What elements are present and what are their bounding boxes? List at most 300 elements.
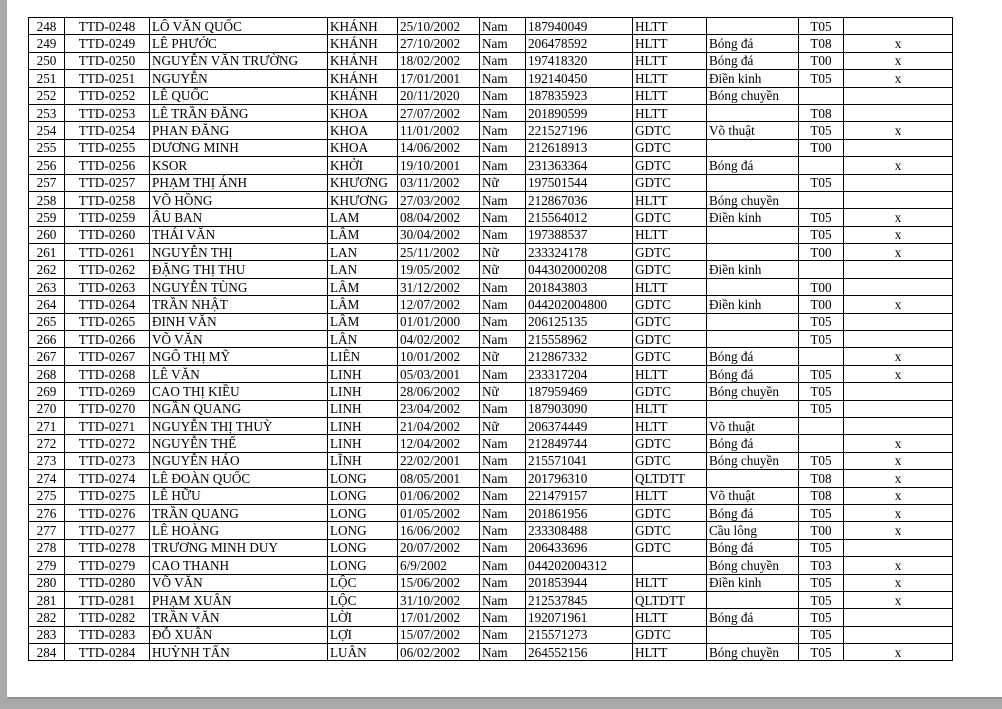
cell-department: GDTC	[633, 313, 707, 330]
cell-unit: T00	[799, 244, 844, 261]
cell-stt: 253	[29, 104, 65, 121]
cell-sport	[707, 591, 799, 608]
cell-code: TTD-0278	[65, 539, 150, 556]
cell-given-name: LONG	[328, 487, 398, 504]
cell-department: HLTT	[633, 400, 707, 417]
cell-unit: T05	[799, 504, 844, 521]
cell-department: GDTC	[633, 452, 707, 469]
cell-unit	[799, 157, 844, 174]
cell-stt: 281	[29, 591, 65, 608]
cell-code: TTD-0266	[65, 331, 150, 348]
cell-unit	[799, 348, 844, 365]
cell-sex: Nam	[480, 591, 526, 608]
cell-dob: 08/05/2001	[398, 470, 480, 487]
table-row	[29, 18, 953, 35]
cell-unit: T05	[799, 644, 844, 661]
cell-given-name: LUÂN	[328, 644, 398, 661]
cell-surname: NGUYỄN THỊ THUỲ	[150, 417, 328, 434]
cell-mark	[844, 87, 953, 104]
cell-sex: Nam	[480, 70, 526, 87]
cell-id-number: 201796310	[526, 470, 633, 487]
cell-id-number: 201843803	[526, 278, 633, 295]
cell-department: GDTC	[633, 504, 707, 521]
cell-mark	[844, 191, 953, 208]
cell-unit: T05	[799, 174, 844, 191]
cell-unit: T05	[799, 313, 844, 330]
cell-dob: 18/02/2002	[398, 52, 480, 69]
cell-stt: 263	[29, 278, 65, 295]
cell-surname: THÁI VĂN	[150, 226, 328, 243]
cell-given-name: KHOA	[328, 104, 398, 121]
cell-code: TTD-0255	[65, 139, 150, 156]
cell-dob: 6/9/2002	[398, 557, 480, 574]
cell-department: HLTT	[633, 365, 707, 382]
cell-department	[633, 557, 707, 574]
cell-given-name: LONG	[328, 539, 398, 556]
cell-sport: Bóng đá	[707, 52, 799, 69]
cell-surname: PHẠM XUÂN	[150, 591, 328, 608]
cell-surname: VÕ HỒNG	[150, 191, 328, 208]
cell-sport: Bóng đá	[707, 435, 799, 452]
cell-surname: LÔ VĂN QUỐC	[150, 18, 328, 35]
cell-dob: 15/06/2002	[398, 574, 480, 591]
cell-unit: T05	[799, 400, 844, 417]
cell-dob: 20/07/2002	[398, 539, 480, 556]
table-row	[29, 70, 953, 87]
cell-sport: Bóng đá	[707, 504, 799, 521]
cell-unit: T00	[799, 139, 844, 156]
cell-code: TTD-0277	[65, 522, 150, 539]
table-row	[29, 226, 953, 243]
cell-given-name: LÂM	[328, 278, 398, 295]
table-row	[29, 504, 953, 521]
cell-stt: 270	[29, 400, 65, 417]
cell-mark: x	[844, 557, 953, 574]
cell-mark: x	[844, 52, 953, 69]
cell-surname: NGUYỄN	[150, 70, 328, 87]
cell-id-number: 044202004312	[526, 557, 633, 574]
cell-sex: Nam	[480, 522, 526, 539]
cell-dob: 11/01/2002	[398, 122, 480, 139]
cell-dob: 27/03/2002	[398, 191, 480, 208]
cell-code: TTD-0261	[65, 244, 150, 261]
cell-code: TTD-0252	[65, 87, 150, 104]
cell-id-number: 197388537	[526, 226, 633, 243]
cell-dob: 01/06/2002	[398, 487, 480, 504]
cell-stt: 283	[29, 626, 65, 643]
cell-sport: Bóng đá	[707, 609, 799, 626]
cell-sport	[707, 331, 799, 348]
cell-code: TTD-0272	[65, 435, 150, 452]
cell-mark: x	[844, 70, 953, 87]
cell-surname: NGUYỄN THẾ	[150, 435, 328, 452]
cell-surname: LÊ ĐOÀN QUỐC	[150, 470, 328, 487]
cell-sex: Nam	[480, 157, 526, 174]
cell-sport	[707, 278, 799, 295]
cell-sex: Nam	[480, 331, 526, 348]
table-row	[29, 122, 953, 139]
cell-sex: Nữ	[480, 383, 526, 400]
cell-stt: 276	[29, 504, 65, 521]
cell-stt: 278	[29, 539, 65, 556]
cell-dob: 31/12/2002	[398, 278, 480, 295]
cell-given-name: LINH	[328, 365, 398, 382]
table-row	[29, 487, 953, 504]
cell-surname: LÊ QUỐC	[150, 87, 328, 104]
cell-stt: 264	[29, 296, 65, 313]
cell-sport	[707, 244, 799, 261]
cell-department: QLTDTT	[633, 470, 707, 487]
cell-surname: LÊ VĂN	[150, 365, 328, 382]
cell-unit: T05	[799, 209, 844, 226]
cell-sport	[707, 104, 799, 121]
cell-code: TTD-0268	[65, 365, 150, 382]
cell-surname: CAO THANH	[150, 557, 328, 574]
cell-stt: 260	[29, 226, 65, 243]
cell-given-name: KHOA	[328, 122, 398, 139]
cell-dob: 12/07/2002	[398, 296, 480, 313]
cell-dob: 22/02/2001	[398, 452, 480, 469]
cell-stt: 271	[29, 417, 65, 434]
cell-department: HLTT	[633, 18, 707, 35]
cell-dob: 06/02/2002	[398, 644, 480, 661]
cell-id-number: 044302000208	[526, 261, 633, 278]
cell-dob: 30/04/2002	[398, 226, 480, 243]
cell-department: GDTC	[633, 383, 707, 400]
cell-given-name: LỢI	[328, 626, 398, 643]
cell-department: HLTT	[633, 278, 707, 295]
cell-surname: ÂU BAN	[150, 209, 328, 226]
cell-dob: 04/02/2002	[398, 331, 480, 348]
cell-stt: 257	[29, 174, 65, 191]
cell-sport: Cầu lông	[707, 522, 799, 539]
roster-table	[28, 17, 953, 661]
table-row	[29, 35, 953, 52]
cell-stt: 251	[29, 70, 65, 87]
cell-stt: 266	[29, 331, 65, 348]
cell-unit: T05	[799, 452, 844, 469]
table-row	[29, 331, 953, 348]
cell-given-name: LINH	[328, 400, 398, 417]
cell-mark: x	[844, 365, 953, 382]
cell-unit: T05	[799, 226, 844, 243]
cell-given-name: KHƯƠNG	[328, 191, 398, 208]
cell-stt: 255	[29, 139, 65, 156]
cell-id-number: 206478592	[526, 35, 633, 52]
cell-department: HLTT	[633, 87, 707, 104]
cell-code: TTD-0248	[65, 18, 150, 35]
cell-id-number: 212618913	[526, 139, 633, 156]
cell-code: TTD-0259	[65, 209, 150, 226]
cell-given-name: LINH	[328, 435, 398, 452]
table-row	[29, 400, 953, 417]
cell-dob: 01/01/2000	[398, 313, 480, 330]
table-row	[29, 313, 953, 330]
cell-sport	[707, 626, 799, 643]
cell-department: QLTDTT	[633, 591, 707, 608]
cell-mark: x	[844, 452, 953, 469]
cell-given-name: KHOA	[328, 139, 398, 156]
cell-given-name: LÂM	[328, 296, 398, 313]
cell-stt: 280	[29, 574, 65, 591]
cell-sex: Nam	[480, 278, 526, 295]
cell-mark: x	[844, 35, 953, 52]
cell-sex: Nam	[480, 504, 526, 521]
cell-code: TTD-0282	[65, 609, 150, 626]
cell-sex: Nam	[480, 574, 526, 591]
cell-surname: LÊ HỮU	[150, 487, 328, 504]
cell-code: TTD-0253	[65, 104, 150, 121]
cell-id-number: 206125135	[526, 313, 633, 330]
cell-code: TTD-0281	[65, 591, 150, 608]
cell-sex: Nam	[480, 87, 526, 104]
cell-mark: x	[844, 157, 953, 174]
cell-mark	[844, 609, 953, 626]
cell-dob: 31/10/2002	[398, 591, 480, 608]
cell-given-name: KHÁNH	[328, 70, 398, 87]
cell-dob: 12/04/2002	[398, 435, 480, 452]
cell-code: TTD-0262	[65, 261, 150, 278]
cell-surname: KSOR	[150, 157, 328, 174]
cell-stt: 249	[29, 35, 65, 52]
cell-dob: 25/11/2002	[398, 244, 480, 261]
cell-stt: 254	[29, 122, 65, 139]
cell-id-number: 192140450	[526, 70, 633, 87]
cell-sport: Bóng đá	[707, 539, 799, 556]
cell-sex: Nam	[480, 644, 526, 661]
cell-unit: T08	[799, 104, 844, 121]
cell-code: TTD-0275	[65, 487, 150, 504]
cell-id-number: 197501544	[526, 174, 633, 191]
cell-unit	[799, 191, 844, 208]
cell-given-name: LINH	[328, 417, 398, 434]
cell-id-number: 187940049	[526, 18, 633, 35]
cell-unit: T03	[799, 557, 844, 574]
cell-sex: Nam	[480, 296, 526, 313]
cell-mark	[844, 139, 953, 156]
cell-sex: Nam	[480, 18, 526, 35]
cell-mark	[844, 278, 953, 295]
cell-surname: TRẦN VĂN	[150, 609, 328, 626]
cell-given-name: LÂM	[328, 226, 398, 243]
cell-given-name: KHÁNH	[328, 18, 398, 35]
cell-department: HLTT	[633, 191, 707, 208]
cell-sex: Nam	[480, 191, 526, 208]
cell-mark: x	[844, 470, 953, 487]
cell-surname: LÊ TRẦN ĐĂNG	[150, 104, 328, 121]
cell-id-number: 212849744	[526, 435, 633, 452]
cell-dob: 19/10/2001	[398, 157, 480, 174]
cell-department: GDTC	[633, 122, 707, 139]
cell-mark: x	[844, 504, 953, 521]
cell-unit: T05	[799, 70, 844, 87]
cell-given-name: KHÁNH	[328, 52, 398, 69]
cell-department: HLTT	[633, 35, 707, 52]
cell-department: GDTC	[633, 157, 707, 174]
cell-sex: Nam	[480, 626, 526, 643]
roster-table-body	[29, 18, 953, 661]
cell-sex: Nam	[480, 313, 526, 330]
cell-code: TTD-0258	[65, 191, 150, 208]
cell-mark: x	[844, 591, 953, 608]
cell-given-name: LỜI	[328, 609, 398, 626]
cell-unit	[799, 417, 844, 434]
cell-given-name: LAN	[328, 244, 398, 261]
table-row	[29, 539, 953, 556]
cell-department: HLTT	[633, 644, 707, 661]
cell-department: GDTC	[633, 139, 707, 156]
cell-unit: T05	[799, 365, 844, 382]
cell-stt: 274	[29, 470, 65, 487]
cell-code: TTD-0254	[65, 122, 150, 139]
cell-department: HLTT	[633, 104, 707, 121]
cell-department: GDTC	[633, 261, 707, 278]
cell-mark	[844, 383, 953, 400]
cell-sex: Nam	[480, 365, 526, 382]
table-row	[29, 261, 953, 278]
cell-code: TTD-0263	[65, 278, 150, 295]
cell-sex: Nam	[480, 435, 526, 452]
cell-surname: TRẦN QUANG	[150, 504, 328, 521]
cell-stt: 277	[29, 522, 65, 539]
table-row	[29, 87, 953, 104]
cell-department: GDTC	[633, 522, 707, 539]
cell-code: TTD-0250	[65, 52, 150, 69]
cell-sport: Bóng đá	[707, 348, 799, 365]
cell-id-number: 212867332	[526, 348, 633, 365]
cell-mark: x	[844, 644, 953, 661]
cell-id-number: 215571273	[526, 626, 633, 643]
table-row	[29, 452, 953, 469]
cell-mark: x	[844, 435, 953, 452]
cell-id-number: 233324178	[526, 244, 633, 261]
cell-id-number: 233317204	[526, 365, 633, 382]
cell-stt: 267	[29, 348, 65, 365]
cell-department: GDTC	[633, 348, 707, 365]
cell-stt: 261	[29, 244, 65, 261]
cell-stt: 262	[29, 261, 65, 278]
cell-stt: 268	[29, 365, 65, 382]
table-row	[29, 348, 953, 365]
cell-stt: 282	[29, 609, 65, 626]
cell-given-name: LONG	[328, 470, 398, 487]
table-row	[29, 383, 953, 400]
cell-sex: Nữ	[480, 244, 526, 261]
cell-id-number: 197418320	[526, 52, 633, 69]
cell-sport: Điền kinh	[707, 261, 799, 278]
cell-surname: PHẠM THỊ ÁNH	[150, 174, 328, 191]
table-row	[29, 557, 953, 574]
cell-unit: T05	[799, 122, 844, 139]
cell-sport: Điền kinh	[707, 209, 799, 226]
cell-unit: T00	[799, 522, 844, 539]
cell-id-number: 187903090	[526, 400, 633, 417]
cell-unit: T05	[799, 539, 844, 556]
cell-stt: 279	[29, 557, 65, 574]
cell-surname: LÊ HOÀNG	[150, 522, 328, 539]
cell-stt: 256	[29, 157, 65, 174]
cell-mark: x	[844, 574, 953, 591]
cell-stt: 250	[29, 52, 65, 69]
cell-mark	[844, 539, 953, 556]
cell-unit: T05	[799, 574, 844, 591]
cell-sport	[707, 18, 799, 35]
cell-mark	[844, 626, 953, 643]
cell-code: TTD-0276	[65, 504, 150, 521]
cell-stt: 275	[29, 487, 65, 504]
cell-stt: 248	[29, 18, 65, 35]
cell-sport: Bóng đá	[707, 365, 799, 382]
cell-code: TTD-0284	[65, 644, 150, 661]
cell-sport	[707, 226, 799, 243]
cell-surname: ĐẶNG THỊ THU	[150, 261, 328, 278]
table-row	[29, 278, 953, 295]
cell-id-number: 201861956	[526, 504, 633, 521]
cell-unit: T00	[799, 296, 844, 313]
cell-stt: 269	[29, 383, 65, 400]
cell-surname: ĐINH VĂN	[150, 313, 328, 330]
cell-surname: NGUYỄN HÁO	[150, 452, 328, 469]
cell-sex: Nữ	[480, 261, 526, 278]
cell-mark	[844, 313, 953, 330]
cell-given-name: LỘC	[328, 574, 398, 591]
cell-dob: 21/04/2002	[398, 417, 480, 434]
cell-surname: PHAN ĐĂNG	[150, 122, 328, 139]
table-row	[29, 626, 953, 643]
cell-surname: TRƯƠNG MINH DUY	[150, 539, 328, 556]
cell-sport: Võ thuật	[707, 487, 799, 504]
cell-unit	[799, 261, 844, 278]
cell-surname: NGUYỄN THỊ	[150, 244, 328, 261]
cell-department: GDTC	[633, 296, 707, 313]
cell-sport	[707, 470, 799, 487]
cell-department: GDTC	[633, 174, 707, 191]
cell-dob: 10/01/2002	[398, 348, 480, 365]
cell-sex: Nữ	[480, 417, 526, 434]
cell-given-name: LỘC	[328, 591, 398, 608]
cell-sport: Bóng đá	[707, 35, 799, 52]
cell-surname: NGÔ THỊ MỸ	[150, 348, 328, 365]
cell-surname: HUỲNH TẤN	[150, 644, 328, 661]
cell-mark: x	[844, 226, 953, 243]
cell-surname: DƯƠNG MINH	[150, 139, 328, 156]
cell-id-number: 221527196	[526, 122, 633, 139]
cell-dob: 15/07/2002	[398, 626, 480, 643]
cell-dob: 05/03/2001	[398, 365, 480, 382]
table-row	[29, 574, 953, 591]
cell-given-name: LIÊN	[328, 348, 398, 365]
cell-id-number: 212537845	[526, 591, 633, 608]
cell-surname: ĐỖ XUÂN	[150, 626, 328, 643]
cell-code: TTD-0271	[65, 417, 150, 434]
cell-sex: Nam	[480, 539, 526, 556]
cell-id-number: 201890599	[526, 104, 633, 121]
cell-stt: 258	[29, 191, 65, 208]
cell-id-number: 215571041	[526, 452, 633, 469]
cell-code: TTD-0249	[65, 35, 150, 52]
cell-sport: Bóng chuyền	[707, 383, 799, 400]
cell-sport	[707, 174, 799, 191]
cell-surname: NGẦN QUANG	[150, 400, 328, 417]
cell-sport: Bóng chuyền	[707, 557, 799, 574]
cell-department: HLTT	[633, 574, 707, 591]
cell-sex: Nam	[480, 226, 526, 243]
cell-sport: Điền kinh	[707, 296, 799, 313]
cell-unit: T05	[799, 591, 844, 608]
cell-code: TTD-0269	[65, 383, 150, 400]
cell-sport: Võ thuật	[707, 122, 799, 139]
cell-mark: x	[844, 209, 953, 226]
